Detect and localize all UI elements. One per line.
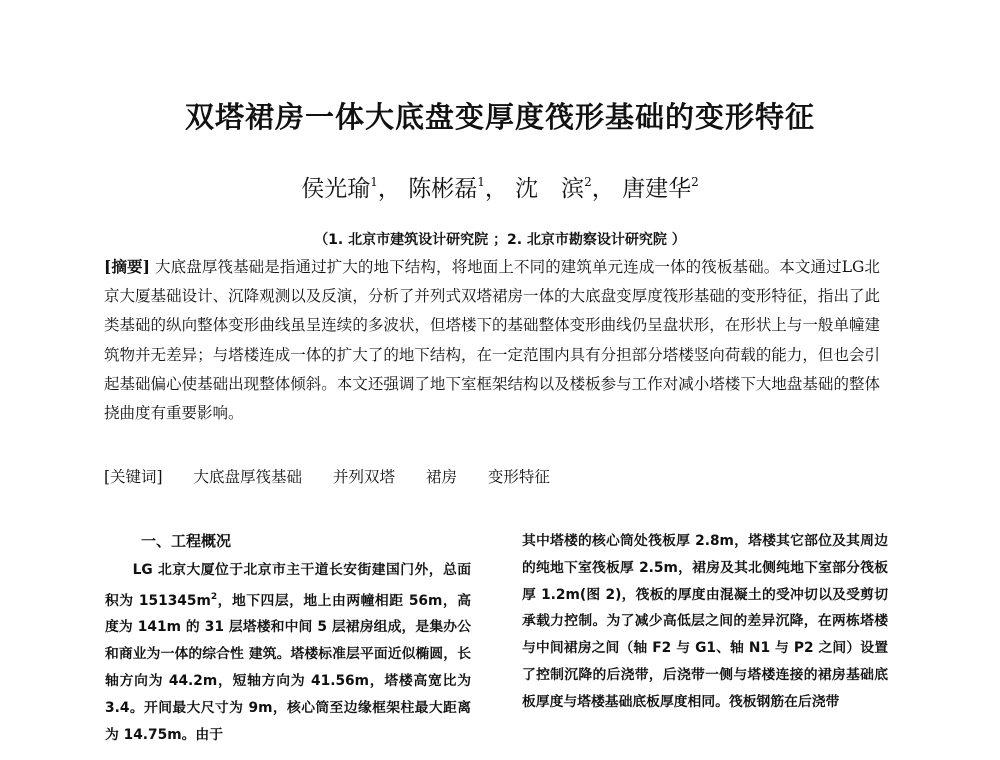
section-heading: 一、工程概况 <box>141 532 232 550</box>
body-column-left <box>105 528 471 748</box>
abstract-text: 大底盘厚筏基础是指通过扩大的地下结构，将地面上不同的建筑单元连成一体的筏板基础。本文通过LG北京大厦基础设计、沉降观测以及反演，分析了并列式双塔裙房一体的大底盘变厚度筏形基础的变形特征，指出了此类基础的纵向整体变形曲线虽呈连续的多波状，但塔楼下的基础整体变形曲线仍呈盘状形，在形状上与一般单幢建筑物并无差异；与塔楼连成一体的扩大了的地下结构，在一定范围内具有分担部分塔楼竖向荷载的能力，但也会引起基础偏心使基础出现整体倾斜。本文还强调了地下室框架结构以及楼板参与工作对减小塔楼下大地盘基础的整体挠曲度有重要影响。 <box>104 258 881 423</box>
author-affil-mark: 2 <box>584 175 592 189</box>
keyword-item: 大底盘厚筏基础 <box>193 468 303 486</box>
author-affil-mark: 2 <box>691 175 699 189</box>
author-name: 侯光瑜 <box>301 176 371 202</box>
superscript: 2 <box>210 591 218 602</box>
author-affil-mark: 1 <box>370 175 378 189</box>
author-name: 唐建华 <box>622 176 692 202</box>
paragraph <box>105 557 471 749</box>
keyword-item: 变形特征 <box>487 468 550 486</box>
abstract-label: [摘要] <box>104 257 150 276</box>
keywords <box>104 464 880 490</box>
author-name: 陈彬磊 <box>408 176 478 202</box>
body-text: 其中塔楼的核心筒处筏板厚 2.8m，塔楼其它部位及其周边的纯地下室筏板厚 2.5m，裙房及其北侧纯地下室部分筏板厚 1.2m(图 2)，筏板的厚度由混凝土的受冲切以及受剪切承载力控制。为了减少高低层之间的差异沉降，在两栋塔楼与中间裙房之间（轴 F2 与 G1、轴 N1 与 P2 之间）设置了控制沉降的后浇带，后浇带一侧与塔楼连接的裙房基础底板厚度与塔楼基础底板厚度相同。筏板钢筋在后浇带 <box>522 533 888 710</box>
author-name: 沈 滨 <box>515 176 585 202</box>
body-text: LG 北京大厦位于北京市主干道长安街建国门外，总面积为 151345m <box>105 561 471 609</box>
body-column-right <box>522 528 888 716</box>
body-text: ，地下四层，地上由两幢相距 56m，高度为 141m 的 31 层塔楼和中间 5 层裙房组成，是集办公和商业为一体的综合性 建筑。塔楼标准层平面近似椭圆，长轴方向为 44.2m，短轴方向为 41.56m，塔楼高宽比为 3.4。开间最大尺寸为 9m，核心筒至边缘框架柱最大距离为 14.75m。由于 <box>105 592 471 743</box>
author-list: 侯光瑜$^1$， 陈彬磊$^1$， 沈 滨$^2$， 唐建华$^2$ <box>301 175 699 202</box>
author-affil-mark: 1 <box>477 175 485 189</box>
keyword-item: 并列双塔 <box>333 468 396 486</box>
keywords-label: [关键词] <box>104 468 163 486</box>
abstract <box>104 252 880 428</box>
keyword-item: 裙房 <box>425 468 457 486</box>
paper-title: 双塔裙房一体大底盘变厚度筏形基础的变形特征 <box>184 100 815 134</box>
affiliations: （1. 北京市建筑设计研究院 ；2. 北京市勘察设计研究院 ） <box>314 232 686 248</box>
